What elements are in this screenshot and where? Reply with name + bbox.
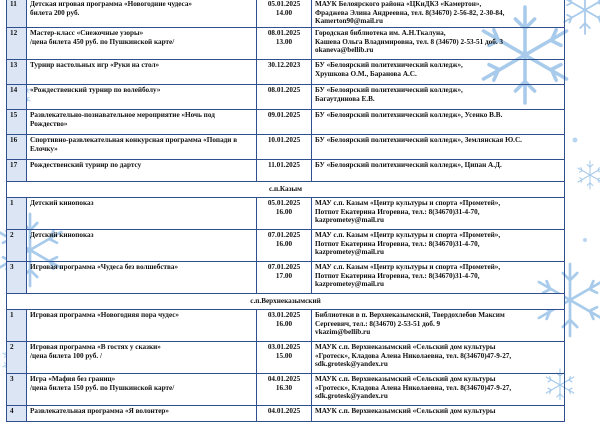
table-row [7, 134, 565, 159]
event-organizer: МАУК Белоярского района «ЦКиДКЗ «Камертон», Фраджева Элина Андреевна, тел. 8(34670) 2-56-82, 2-30-84, Kamerton90@mail.ru [312, 0, 565, 27]
event-organizer: БУ «Белоярский политехнический колледж», Ципан А.Д. [312, 159, 565, 181]
event-date: 05.01.2025 16.00 [257, 197, 312, 229]
section-header [7, 293, 565, 309]
snowflake-icon [564, 0, 600, 34]
table-row [7, 109, 565, 134]
table-row [7, 197, 565, 229]
event-organizer: БУ «Белоярский политехнический колледж», Хрушкова О.М., Баранова А.С. [312, 59, 565, 84]
section-header [7, 181, 565, 197]
event-organizer: МАУК с.п. Верхнеказымский «Сельский дом культуры «Гротеск», Кладова Алена Николаевна, тел. 8(34670)47-9-27, sdk.grotesk@yandex.ru [312, 341, 565, 373]
event-date: 03.01.2025 15.00 [257, 341, 312, 373]
snowflake-icon [578, 161, 600, 189]
table-row [7, 159, 565, 181]
event-date: 04.01.2025 16.30 [257, 373, 312, 405]
table-row [7, 84, 565, 109]
event-title: Развлекательная программа «Я волонтер» [27, 405, 257, 421]
event-date: 08.01.2025 [257, 84, 312, 109]
row-number: 4 [7, 405, 27, 421]
event-title: «Рождественский турнир по волейболу» [27, 84, 257, 109]
event-date: 09.01.2025 [257, 109, 312, 134]
row-number: 2 [7, 341, 27, 373]
row-number: 17 [7, 159, 27, 181]
section-title: с.п.Казым [7, 181, 565, 197]
table-row [7, 229, 565, 261]
event-title: Детская игровая программа «Новогодние чудеса» билета 200 руб. [27, 0, 257, 27]
row-number: 16 [7, 134, 27, 159]
event-title: Рождественский турнир по дартсу [27, 159, 257, 181]
table-row [7, 0, 565, 27]
event-title: Игра «Мафия без границ» /цена билета 150 руб. по Пушкинской карте/ [27, 373, 257, 405]
row-number: 13 [7, 59, 27, 84]
event-title: Игровая программа «Чудеса без волшебства» [27, 261, 257, 293]
event-date: 07.01.2025 16.00 [257, 229, 312, 261]
section-title: с.п.Верхнеказымский [7, 293, 565, 309]
event-date: 07.01.2025 17.00 [257, 261, 312, 293]
table-row [7, 27, 565, 59]
event-organizer: МАУК с.п. Верхнеказымский «Сельский дом культуры «Гротеск», Кладова Алена Николаевна, тел. 8(34670)47-9-27, sdk.grotesk@yandex.ru [312, 373, 565, 405]
event-date: 10.01.2025 [257, 134, 312, 159]
row-number: 12 [7, 27, 27, 59]
event-date: 03.01.2025 16.00 [257, 309, 312, 341]
table-row [7, 261, 565, 293]
event-organizer: МАУ с.п. Казым «Центр культуры и спорта «Прометей», Потпот Екатерина Игоревна, тел.: 8(34670)31-4-70, kazprometey@mail.ru [312, 197, 565, 229]
event-title: Детский кинопоказ [27, 197, 257, 229]
event-date: 05.01.2025 14.00 [257, 0, 312, 27]
row-number: 11 [7, 0, 27, 27]
event-organizer: МАУ с.п. Казым «Центр культуры и спорта «Прометей», Потпот Екатерина Игоревна, тел.: 8(34670)31-4-70, kazprometey@mail.ru [312, 229, 565, 261]
event-date: 08.01.2025 13.00 [257, 27, 312, 59]
event-title: Развлекательно-познавательное мероприятие «Ночь под Рождество» [27, 109, 257, 134]
event-title: Игровая программа «В гостях у сказки» /цена билета 100 руб. / [27, 341, 257, 373]
event-organizer: БУ «Белоярский политехнический колледж», Землянская Ю.С. [312, 134, 565, 159]
row-number: 14 [7, 84, 27, 109]
event-organizer: МАУК с.п. Верхнеказымский «Сельский дом культуры [312, 405, 565, 421]
row-number: 2 [7, 229, 27, 261]
event-title: Спортивно-развлекательная конкурсная программа «Попади в Елочку» [27, 134, 257, 159]
event-organizer: БУ «Белоярский политехнический колледж», Усенко В.В. [312, 109, 565, 134]
event-date: 30.12.2023 [257, 59, 312, 84]
row-number: 1 [7, 197, 27, 229]
row-number: 3 [7, 261, 27, 293]
event-organizer: Библиотеки в п. Верхнеказымский, Твердохлебов Максим Сергеевич, тел.: 8(34670) 2-53-51 доб. 9 vkazim@bellib.ru [312, 309, 565, 341]
table-row [7, 341, 565, 373]
event-organizer: МАУ с.п. Казым «Центр культуры и спорта «Прометей», Потпот Екатерина Игоревна, тел.: 8(34670)31-4-70, kazprometey@mail.ru [312, 261, 565, 293]
row-number: 1 [7, 309, 27, 341]
event-date: 11.01.2025 [257, 159, 312, 181]
event-date: 04.01.2025 [257, 405, 312, 421]
event-title: Турнир настольных игр «Руки на стол» [27, 59, 257, 84]
event-title: Мастер-класс «Снежочные узоры» /цена билета 450 руб. по Пушкинской карте/ [27, 27, 257, 59]
event-organizer: БУ «Белоярский политехнический колледж», Багаутдинова Е.В. [312, 84, 565, 109]
row-number: 3 [7, 373, 27, 405]
event-title: Игровая программа «Новогодняя пора чудес» [27, 309, 257, 341]
table-row [7, 405, 565, 421]
event-title: Детский кинопоказ [27, 229, 257, 261]
table-row [7, 373, 565, 405]
events-table [6, 0, 565, 422]
table-row [7, 59, 565, 84]
table-row [7, 309, 565, 341]
event-organizer: Городская библиотека им. А.Н.Ткалуна, Кашева Ольга Владимировна, тел. 8 (34670) 2-53-51 доб. 3 okaneva@bellib.ru [312, 27, 565, 59]
row-number: 15 [7, 109, 27, 134]
